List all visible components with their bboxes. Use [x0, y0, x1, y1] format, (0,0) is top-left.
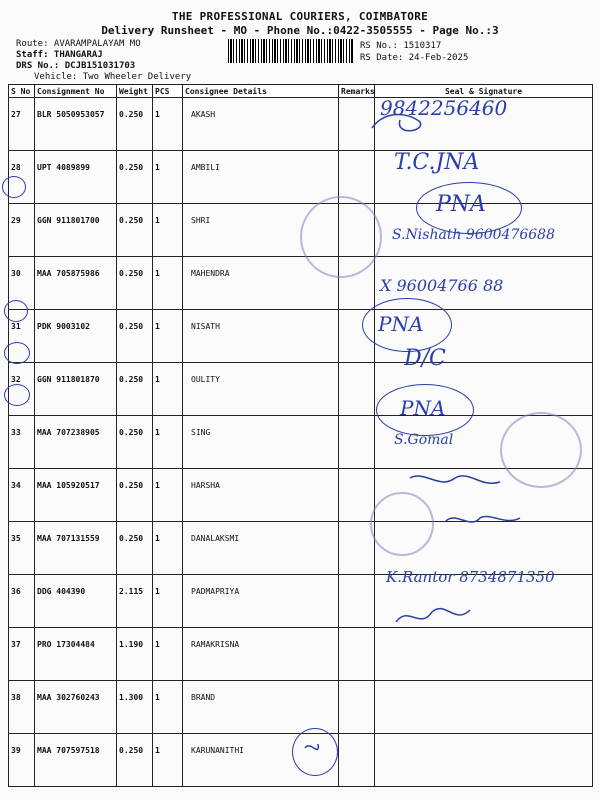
signature-stroke — [305, 744, 318, 750]
signature-ink: 9842256460 — [380, 96, 508, 120]
cell-consignee: NISATH — [183, 310, 339, 363]
cell-consignment: BLR 5050953057 — [35, 98, 117, 151]
cell-consignee: AMBILI — [183, 151, 339, 204]
col-consignee-header: Consignee Details — [183, 85, 339, 98]
page-title: THE PROFESSIONAL COURIERS, COIMBATORE — [171, 10, 429, 23]
cell-weight: 0.250 — [117, 363, 153, 416]
col-remarks-header: Remarks — [339, 85, 375, 98]
cell-pcs: 1 — [153, 681, 183, 734]
cell-pcs: 1 — [153, 522, 183, 575]
signature-ink: PNA — [400, 396, 446, 420]
cell-sno: 33 — [9, 416, 35, 469]
cell-sno: 30 — [9, 257, 35, 310]
signature-stroke — [396, 609, 470, 622]
cell-sno: 39 — [9, 734, 35, 787]
col-pcs-header: PCS — [153, 85, 183, 98]
cell-pcs: 1 — [153, 416, 183, 469]
cell-pcs: 1 — [153, 204, 183, 257]
rs-date: RS Date: 24-Feb-2025 — [360, 53, 469, 63]
cell-weight: 0.250 — [117, 151, 153, 204]
route-label: Route: AVARAMPALAYAM MO — [16, 39, 141, 49]
col-seal-header: Seal & Signature — [375, 85, 593, 98]
cell-consignment: PDK 9003102 — [35, 310, 117, 363]
cell-weight: 1.190 — [117, 628, 153, 681]
cell-weight: 0.250 — [117, 310, 153, 363]
cell-sno: 29 — [9, 204, 35, 257]
cell-consignment: MAA 707131559 — [35, 522, 117, 575]
signature-ink: S.Gomal — [394, 432, 454, 448]
cell-consignment: MAA 707597518 — [35, 734, 117, 787]
cell-sno: 27 — [9, 98, 35, 151]
runsheet-subtitle: Delivery Runsheet - MO - Phone No.:0422-3505555 - Page No.:3 — [101, 24, 499, 37]
cell-pcs: 1 — [153, 628, 183, 681]
cell-consignment: GGN 911801700 — [35, 204, 117, 257]
cell-pcs: 1 — [153, 363, 183, 416]
cell-consignment: MAA 105920517 — [35, 469, 117, 522]
signature-ink: PNA — [378, 312, 424, 336]
cell-consignment: PRO 17304484 — [35, 628, 117, 681]
cell-pcs: 1 — [153, 98, 183, 151]
cell-consignee: DANALAKSMI — [183, 522, 339, 575]
signature-ink: S.Nishath 9600476688 — [392, 227, 555, 243]
cell-consignment: MAA 705875986 — [35, 257, 117, 310]
cell-sno: 34 — [9, 469, 35, 522]
cell-sno: 31 — [9, 310, 35, 363]
cell-weight: 0.250 — [117, 204, 153, 257]
signature-ink: T.C.JNA — [394, 150, 480, 175]
cell-consignment: MAA 707238905 — [35, 416, 117, 469]
staff-label: Staff: THANGARAJ — [16, 50, 103, 60]
col-sno-header: S No — [9, 85, 35, 98]
cell-pcs: 1 — [153, 575, 183, 628]
cell-consignee: HARSHA — [183, 469, 339, 522]
signature-ink: K.Rantor 8734871350 — [386, 568, 555, 586]
signature-stroke — [372, 114, 421, 130]
cell-sno: 37 — [9, 628, 35, 681]
cell-sno: 28 — [9, 151, 35, 204]
cell-pcs: 1 — [153, 734, 183, 787]
cell-sno: 35 — [9, 522, 35, 575]
cell-sno: 32 — [9, 363, 35, 416]
cell-consignment: DDG 404390 — [35, 575, 117, 628]
cell-pcs: 1 — [153, 310, 183, 363]
cell-consignee: SING — [183, 416, 339, 469]
rs-number: RS No.: 1510317 — [360, 41, 442, 51]
cell-pcs: 1 — [153, 151, 183, 204]
cell-consignee: MAHENDRA — [183, 257, 339, 310]
cell-pcs: 1 — [153, 469, 183, 522]
cell-consignee: AKASH — [183, 98, 339, 151]
col-weight-header: Weight — [117, 85, 153, 98]
cell-pcs: 1 — [153, 257, 183, 310]
cell-sno: 38 — [9, 681, 35, 734]
cell-weight: 0.250 — [117, 416, 153, 469]
cell-weight: 1.300 — [117, 681, 153, 734]
cell-consignment: MAA 302760243 — [35, 681, 117, 734]
signature-ink: X 96004766 88 — [380, 276, 504, 295]
signature-stroke — [410, 476, 500, 483]
vehicle-label: Vehicle: Two Wheeler Delivery — [34, 72, 192, 82]
drs-label: DRS No.: DCJB151031703 — [16, 61, 136, 71]
signature-stroke — [445, 516, 520, 522]
col-consignment-header: Consignment No — [35, 85, 117, 98]
cell-weight: 2.115 — [117, 575, 153, 628]
cell-weight: 0.250 — [117, 734, 153, 787]
cell-weight: 0.250 — [117, 522, 153, 575]
cell-weight: 0.250 — [117, 98, 153, 151]
signature-ink: PNA — [436, 192, 486, 217]
cell-consignment: GGN 911801870 — [35, 363, 117, 416]
cell-weight: 0.250 — [117, 469, 153, 522]
cell-consignee: BRAND — [183, 681, 339, 734]
cell-consignee: RAMAKRISNA — [183, 628, 339, 681]
signature-ink: D/C — [404, 346, 446, 371]
cell-consignee: SHRI — [183, 204, 339, 257]
cell-weight: 0.250 — [117, 257, 153, 310]
cell-consignee: OULITY — [183, 363, 339, 416]
cell-consignment: UPT 4089899 — [35, 151, 117, 204]
cell-sno: 36 — [9, 575, 35, 628]
cell-consignee: KARUNANITHI — [183, 734, 339, 787]
cell-consignee: PADMAPRIYA — [183, 575, 339, 628]
